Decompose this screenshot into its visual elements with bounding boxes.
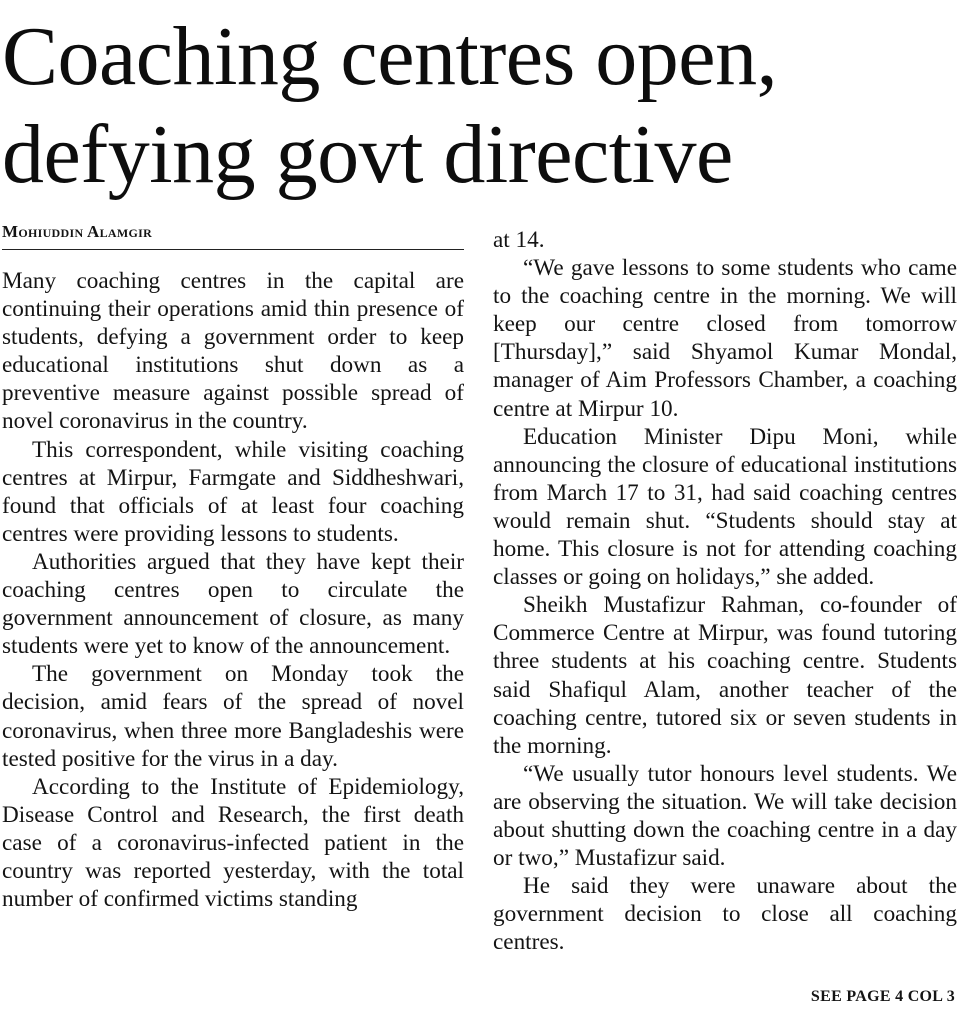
paragraph-continuation: at 14.: [493, 227, 545, 253]
paragraph: Authorities argued that they have kept their coaching centres open to circulate the government announcement of closure, as many students were yet to know of the announcement.: [2, 548, 464, 660]
paragraph: The government on Monday took the decision, amid fears of the spread of novel coronavirus, when three more Bangladeshis were tested positive for the virus in a day.: [2, 661, 464, 772]
paragraph: Education Minister Dipu Moni, while announcing the closure of educational institutions from March 17 to 31, had said coaching centres would remain shut. “Students should stay at home. This closure is not for attending coaching classes or going on holidays,” she added.: [493, 423, 957, 591]
jump-line: SEE PAGE 4 COL 3: [810, 988, 955, 1005]
headline: [2, 8, 957, 204]
headline-line-2: defying govt directive: [2, 108, 733, 201]
article-column-right: [493, 226, 957, 956]
paragraph: According to the Institute of Epidemiology, Disease Control and Research, the first death case of a coronavirus-infected patient in the country was reported yesterday, with the total number of confirmed victims standing: [2, 773, 464, 913]
paragraph: This correspondent, while visiting coaching centres at Mirpur, Farmgate and Siddheshwari, found that officials of at least four coaching centres were providing lessons to students.: [2, 436, 464, 547]
article-column-left: [2, 267, 464, 913]
headline-line-1: Coaching centres open,: [2, 10, 778, 103]
paragraph: Sheikh Mustafizur Rahman, co-founder of Commerce Centre at Mirpur, was found tutoring three students at his coaching centre. Students said Shafiqul Alam, another teacher of the coaching centre, tutored six or seven students in the morning.: [493, 592, 957, 759]
paragraph: “We gave lessons to some students who came to the coaching centre in the morning. We will keep our centre closed from tomorrow [Thursday],” said Shyamol Kumar Mondal, manager of Aim Professors Chamber, a coaching centre at Mirpur 10.: [493, 255, 957, 422]
paragraph: “We usually tutor honours level students. We are observing the situation. We will take decision about shutting down the coaching centre in a day or two,” Mustafizur said.: [493, 760, 957, 872]
paragraph: Many coaching centres in the capital are continuing their operations amid thin presence of students, defying a government order to keep educational institutions shut down as a preventive measure against possible spread of novel coronavirus in the country.: [2, 268, 464, 435]
byline: Mohiuddin Alamgir: [2, 221, 464, 250]
paragraph: He said they were unaware about the government decision to close all coaching centres.: [493, 873, 957, 956]
